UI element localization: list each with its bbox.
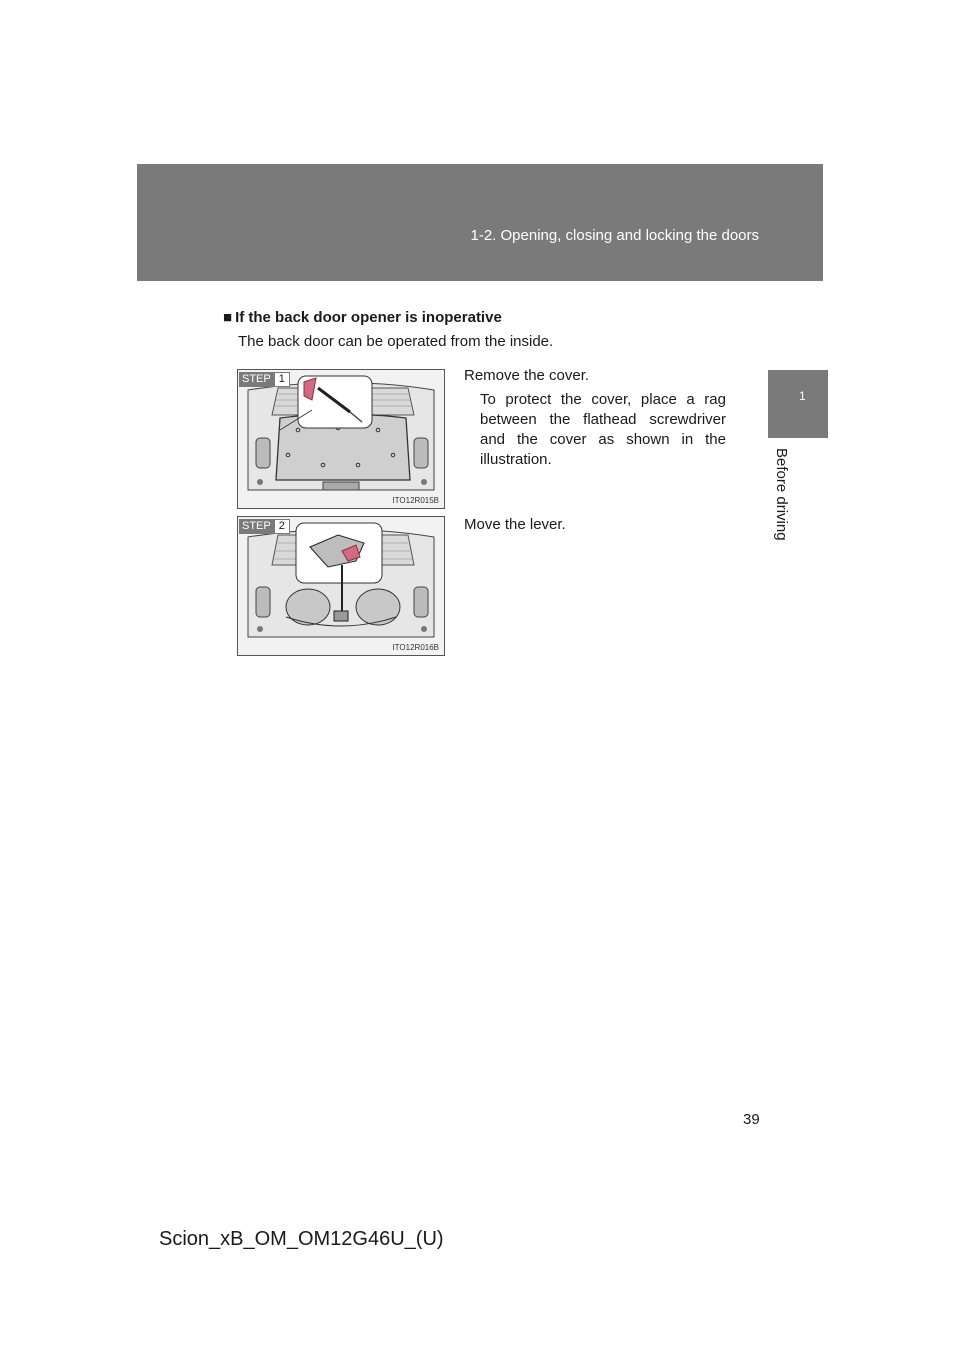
- back-door-lever-drawing: [238, 517, 444, 655]
- document-id: Scion_xB_OM_OM12G46U_(U): [159, 1228, 444, 1250]
- heading-marker: ■: [223, 309, 233, 326]
- step2-badge: [239, 519, 290, 534]
- step2-instruction: Move the lever.: [464, 516, 566, 533]
- step2-badge-label: STEP: [239, 519, 274, 534]
- step1-badge: [239, 372, 290, 387]
- page-number: 39: [743, 1111, 760, 1128]
- step1-note: To protect the cover, place a rag between the flathead screwdriver and the cover as shown in the illustration.: [480, 391, 726, 468]
- section-title: 1-2. Opening, closing and locking the doors: [470, 227, 759, 244]
- step1-illustration: [237, 369, 445, 509]
- heading-text: If the back door opener is inoperative: [235, 309, 502, 326]
- chapter-label: Before driving: [773, 448, 790, 541]
- step2-badge-number: 2: [274, 519, 290, 534]
- chapter-number: 1: [799, 389, 806, 403]
- header-band: [137, 164, 823, 281]
- step1-badge-number: 1: [274, 372, 290, 387]
- step1-badge-label: STEP: [239, 372, 274, 387]
- step1-figure-code: ITO12R015B: [392, 496, 439, 505]
- back-door-cover-drawing: [238, 370, 444, 508]
- step2-illustration: [237, 516, 445, 656]
- chapter-tab: [768, 370, 828, 438]
- step2-figure-code: ITO12R016B: [392, 643, 439, 652]
- section-heading: [223, 309, 502, 326]
- step1-instruction: Remove the cover.: [464, 367, 590, 384]
- intro-text: The back door can be operated from the inside.: [238, 333, 554, 350]
